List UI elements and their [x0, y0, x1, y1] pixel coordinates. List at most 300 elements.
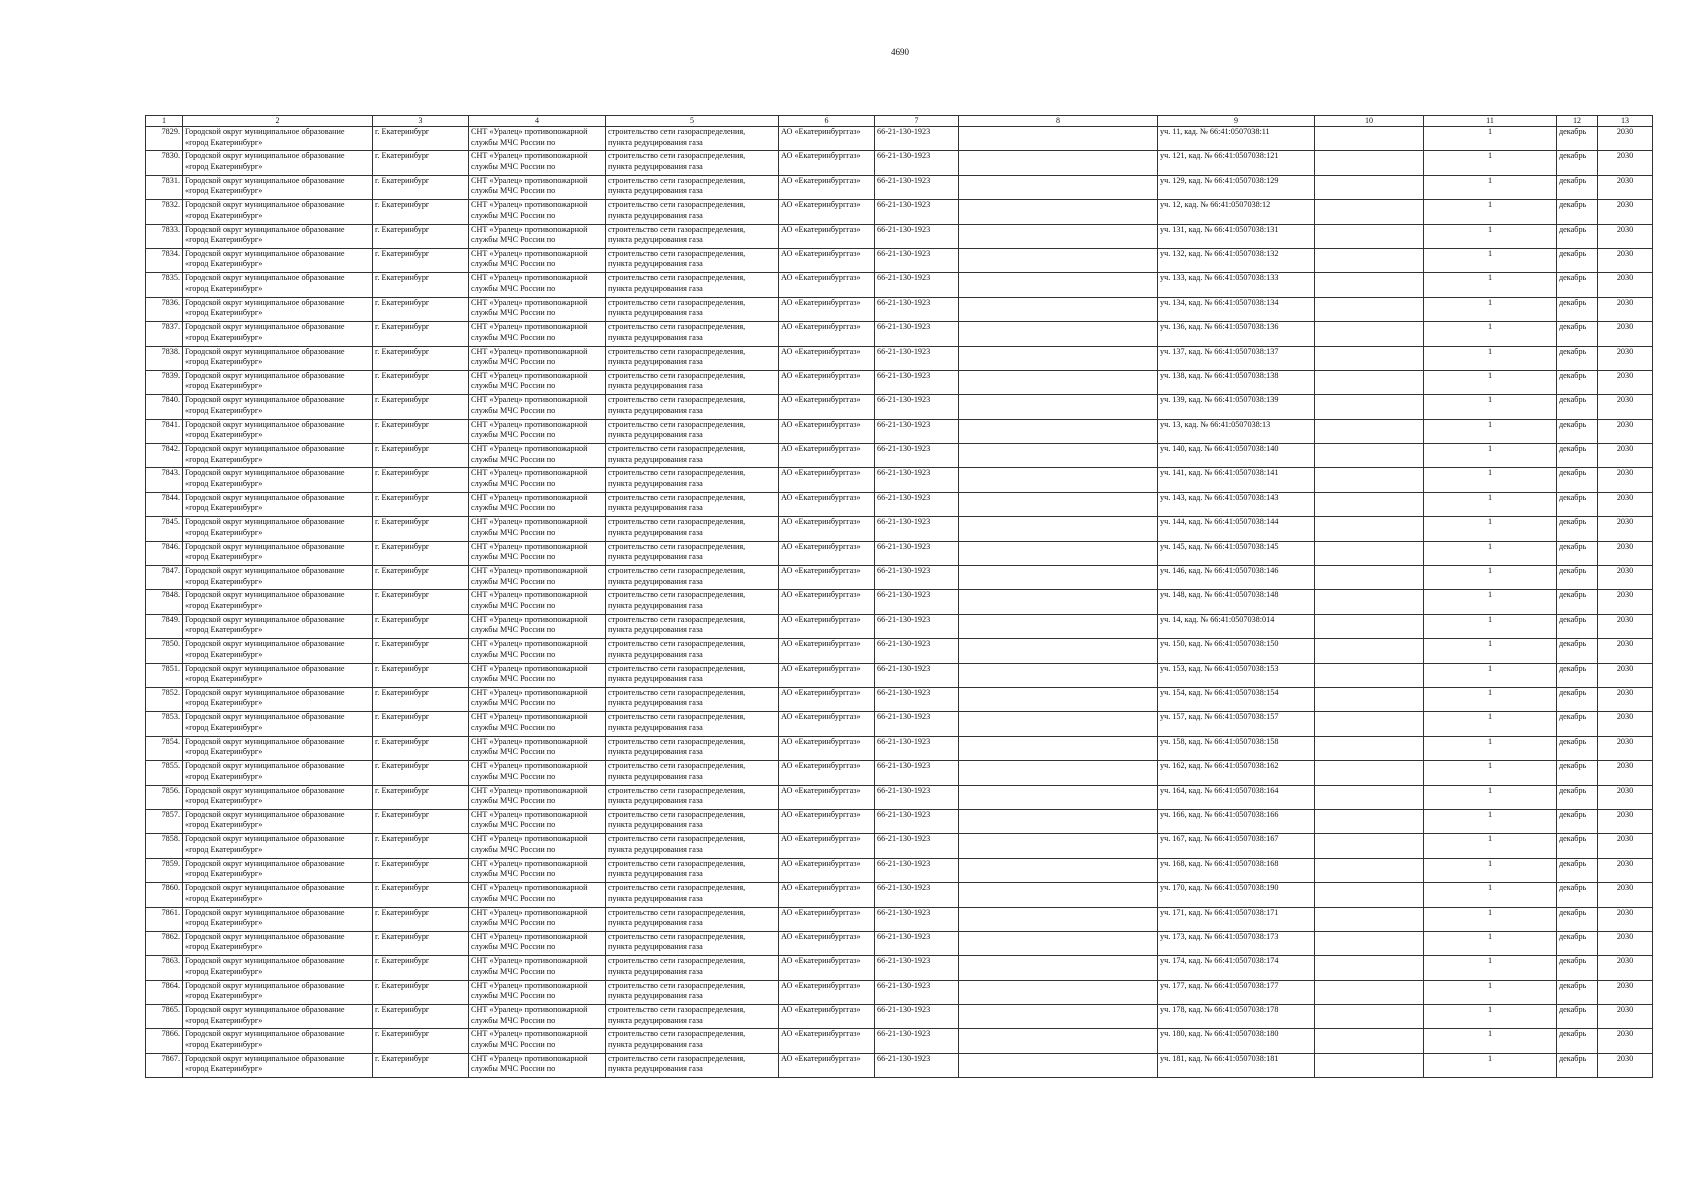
- contract-cell: [875, 346, 959, 370]
- empty-cell: [959, 541, 1158, 565]
- activity-cell: [606, 590, 779, 614]
- organization-cell: [779, 200, 875, 224]
- month-cell-text: декабрь: [1559, 639, 1587, 649]
- organization-cell-text: АО «Екатеринбурггаз»: [781, 761, 861, 771]
- municipality-cell: [183, 566, 373, 590]
- row-number-cell: [146, 736, 183, 760]
- activity-cell: [606, 224, 779, 248]
- activity-cell: [606, 785, 779, 809]
- organization-cell: [779, 785, 875, 809]
- row-number-cell: [146, 1005, 183, 1029]
- row-number-cell: [146, 639, 183, 663]
- count-cell-text: 1: [1487, 590, 1493, 600]
- territory-cell-text: службы МЧС России по: [471, 235, 556, 245]
- plot-cell: [1158, 322, 1315, 346]
- contract-cell-text: 66-21-130-1923: [877, 175, 931, 185]
- locality-cell-text: г. Екатеринбург: [375, 907, 430, 917]
- activity-cell-text: строительство сети газораспределения,: [608, 370, 746, 380]
- plot-cell: [1158, 346, 1315, 370]
- table-row: [146, 883, 1653, 907]
- row-number-cell: [146, 395, 183, 419]
- table-row: [146, 956, 1653, 980]
- month-cell-text: декабрь: [1559, 297, 1587, 307]
- empty-cell: [959, 687, 1158, 711]
- activity-cell-text: строительство сети газораспределения,: [608, 809, 746, 819]
- plot-cell: [1158, 639, 1315, 663]
- plot-cell-text: уч. 174, кад. № 66:41:0507038:174: [1160, 956, 1279, 966]
- locality-cell: [373, 346, 469, 370]
- activity-cell-text: пункта редуцирования газа: [608, 1064, 703, 1074]
- activity-cell-text: пункта редуцирования газа: [608, 552, 703, 562]
- plot-cell: [1158, 614, 1315, 638]
- plot-cell: [1158, 687, 1315, 711]
- organization-cell: [779, 809, 875, 833]
- month-cell: [1557, 224, 1598, 248]
- activity-cell: [606, 322, 779, 346]
- contract-cell-text: 66-21-130-1923: [877, 346, 931, 356]
- municipality-cell: [183, 273, 373, 297]
- locality-cell: [373, 858, 469, 882]
- organization-cell-text: АО «Екатеринбурггаз»: [781, 907, 861, 917]
- month-cell: [1557, 127, 1598, 151]
- row-number-cell: [146, 687, 183, 711]
- activity-cell-text: строительство сети газораспределения,: [608, 346, 746, 356]
- municipality-cell-text: «город Екатеринбург»: [185, 991, 263, 1001]
- count-cell: [1424, 395, 1557, 419]
- empty-cell: [1315, 444, 1424, 468]
- row-number-cell: [146, 248, 183, 272]
- year-cell: [1598, 273, 1653, 297]
- empty-cell: [1315, 858, 1424, 882]
- empty-cell: [1315, 1053, 1424, 1077]
- organization-cell-text: АО «Екатеринбурггаз»: [781, 127, 861, 136]
- contract-cell: [875, 1053, 959, 1077]
- municipality-cell-text: «город Екатеринбург»: [185, 430, 263, 440]
- column-header: 1: [146, 116, 183, 127]
- organization-cell-text: АО «Екатеринбурггаз»: [781, 590, 861, 600]
- year-cell: [1598, 151, 1653, 175]
- activity-cell-text: пункта редуцирования газа: [608, 698, 703, 708]
- territory-cell-text: службы МЧС России по: [471, 1039, 556, 1049]
- plot-cell: [1158, 200, 1315, 224]
- empty-cell: [959, 761, 1158, 785]
- table-row: [146, 809, 1653, 833]
- activity-cell-text: строительство сети газораспределения,: [608, 663, 746, 673]
- empty-cell: [1315, 346, 1424, 370]
- contract-cell-text: 66-21-130-1923: [877, 468, 931, 478]
- count-cell: [1424, 492, 1557, 516]
- contract-cell: [875, 517, 959, 541]
- activity-cell-text: строительство сети газораспределения,: [608, 761, 746, 771]
- territory-cell-text: СНТ «Уралец» противопожарной: [471, 248, 588, 258]
- month-cell: [1557, 736, 1598, 760]
- territory-cell-text: службы МЧС России по: [471, 308, 556, 318]
- row-number-cell: [146, 468, 183, 492]
- territory-cell: [469, 761, 606, 785]
- activity-cell-text: строительство сети газораспределения,: [608, 736, 746, 746]
- territory-cell: [469, 809, 606, 833]
- year-cell: [1598, 639, 1653, 663]
- empty-cell: [1315, 980, 1424, 1004]
- count-cell-text: 1: [1487, 1005, 1493, 1015]
- row-number-cell-text: 7839.: [161, 370, 180, 380]
- locality-cell: [373, 931, 469, 955]
- contract-cell: [875, 956, 959, 980]
- activity-cell: [606, 907, 779, 931]
- municipality-cell: [183, 712, 373, 736]
- month-cell: [1557, 614, 1598, 638]
- organization-cell: [779, 931, 875, 955]
- month-cell: [1557, 956, 1598, 980]
- activity-cell-text: пункта редуцирования газа: [608, 259, 703, 269]
- activity-cell-text: пункта редуцирования газа: [608, 186, 703, 196]
- territory-cell-text: СНТ «Уралец» противопожарной: [471, 200, 588, 210]
- month-cell: [1557, 468, 1598, 492]
- activity-cell-text: пункта редуцирования газа: [608, 381, 703, 391]
- month-cell: [1557, 419, 1598, 443]
- territory-cell: [469, 175, 606, 199]
- count-cell: [1424, 1005, 1557, 1029]
- contract-cell: [875, 663, 959, 687]
- contract-cell: [875, 980, 959, 1004]
- activity-cell: [606, 858, 779, 882]
- count-cell: [1424, 956, 1557, 980]
- plot-cell: [1158, 663, 1315, 687]
- count-cell: [1424, 1053, 1557, 1077]
- count-cell-text: 1: [1487, 395, 1493, 405]
- empty-cell: [1315, 151, 1424, 175]
- month-cell-text: декабрь: [1559, 980, 1587, 990]
- territory-cell: [469, 273, 606, 297]
- municipality-cell-text: Городской округ муниципальное образование: [185, 1053, 345, 1063]
- plot-cell: [1158, 468, 1315, 492]
- table-row: [146, 785, 1653, 809]
- row-number-cell-text: 7850.: [161, 639, 180, 649]
- municipality-cell: [183, 785, 373, 809]
- municipality-cell-text: Городской округ муниципальное образование: [185, 639, 345, 649]
- activity-cell-text: строительство сети газораспределения,: [608, 200, 746, 210]
- plot-cell: [1158, 151, 1315, 175]
- organization-cell: [779, 980, 875, 1004]
- activity-cell-text: строительство сети газораспределения,: [608, 1005, 746, 1015]
- count-cell-text: 1: [1487, 687, 1493, 697]
- month-cell: [1557, 541, 1598, 565]
- municipality-cell-text: «город Екатеринбург»: [185, 308, 263, 318]
- locality-cell-text: г. Екатеринбург: [375, 468, 430, 478]
- month-cell-text: декабрь: [1559, 761, 1587, 771]
- activity-cell-text: пункта редуцирования газа: [608, 722, 703, 732]
- activity-cell-text: пункта редуцирования газа: [608, 161, 703, 171]
- contract-cell: [875, 419, 959, 443]
- month-cell-text: декабрь: [1559, 785, 1587, 795]
- territory-cell-text: службы МЧС России по: [471, 186, 556, 196]
- territory-cell: [469, 736, 606, 760]
- territory-cell-text: СНТ «Уралец» противопожарной: [471, 273, 588, 283]
- year-cell: [1598, 663, 1653, 687]
- row-number-cell-text: 7843.: [161, 468, 180, 478]
- territory-cell-text: СНТ «Уралец» противопожарной: [471, 736, 588, 746]
- activity-cell-text: пункта редуцирования газа: [608, 1015, 703, 1025]
- empty-cell: [1315, 541, 1424, 565]
- territory-cell-text: службы МЧС России по: [471, 844, 556, 854]
- locality-cell-text: г. Екатеринбург: [375, 809, 430, 819]
- activity-cell: [606, 297, 779, 321]
- activity-cell-text: строительство сети газораспределения,: [608, 639, 746, 649]
- municipality-cell: [183, 834, 373, 858]
- territory-cell-text: СНТ «Уралец» противопожарной: [471, 444, 588, 454]
- territory-cell-text: службы МЧС России по: [471, 942, 556, 952]
- activity-cell: [606, 541, 779, 565]
- territory-cell-text: службы МЧС России по: [471, 747, 556, 757]
- municipality-cell-text: «город Екатеринбург»: [185, 600, 263, 610]
- plot-cell-text: уч. 132, кад. № 66:41:0507038:132: [1160, 248, 1279, 258]
- activity-cell-text: строительство сети газораспределения,: [608, 541, 746, 551]
- municipality-cell: [183, 907, 373, 931]
- year-cell: [1598, 248, 1653, 272]
- year-cell-text: 2030: [1616, 736, 1634, 746]
- empty-cell: [1315, 663, 1424, 687]
- empty-cell: [1315, 834, 1424, 858]
- month-cell-text: декабрь: [1559, 322, 1587, 332]
- row-number-cell: [146, 322, 183, 346]
- count-cell: [1424, 297, 1557, 321]
- row-number-cell: [146, 273, 183, 297]
- plot-cell-text: уч. 11, кад. № 66:41:0507038:11: [1160, 127, 1270, 136]
- row-number-cell-text: 7864.: [161, 980, 180, 990]
- activity-cell-text: пункта редуцирования газа: [608, 771, 703, 781]
- month-cell-text: декабрь: [1559, 175, 1587, 185]
- activity-cell-text: пункта редуцирования газа: [608, 137, 703, 147]
- row-number-cell-text: 7829.: [161, 127, 180, 136]
- month-cell-text: декабрь: [1559, 151, 1587, 161]
- plot-cell-text: уч. 171, кад. № 66:41:0507038:171: [1160, 907, 1279, 917]
- count-cell-text: 1: [1487, 712, 1493, 722]
- table-row: [146, 492, 1653, 516]
- contract-cell-text: 66-21-130-1923: [877, 858, 931, 868]
- contract-cell-text: 66-21-130-1923: [877, 907, 931, 917]
- territory-cell: [469, 419, 606, 443]
- municipality-cell-text: Городской округ муниципальное образование: [185, 590, 345, 600]
- organization-cell-text: АО «Екатеринбурггаз»: [781, 541, 861, 551]
- row-number-cell: [146, 590, 183, 614]
- municipality-cell-text: Городской округ муниципальное образование: [185, 1029, 345, 1039]
- contract-cell: [875, 858, 959, 882]
- municipality-cell-text: «город Екатеринбург»: [185, 552, 263, 562]
- municipality-cell: [183, 395, 373, 419]
- count-cell: [1424, 541, 1557, 565]
- organization-cell: [779, 883, 875, 907]
- locality-cell-text: г. Екатеринбург: [375, 346, 430, 356]
- month-cell-text: декабрь: [1559, 273, 1587, 283]
- territory-cell-text: службы МЧС России по: [471, 820, 556, 830]
- plot-cell: [1158, 761, 1315, 785]
- row-number-cell-text: 7858.: [161, 834, 180, 844]
- month-cell-text: декабрь: [1559, 127, 1587, 136]
- territory-cell-text: СНТ «Уралец» противопожарной: [471, 468, 588, 478]
- plot-cell: [1158, 1005, 1315, 1029]
- organization-cell-text: АО «Екатеринбурггаз»: [781, 883, 861, 893]
- territory-cell: [469, 1053, 606, 1077]
- activity-cell-text: пункта редуцирования газа: [608, 918, 703, 927]
- table-row: [146, 907, 1653, 931]
- contract-cell-text: 66-21-130-1923: [877, 1053, 931, 1063]
- empty-cell: [959, 931, 1158, 955]
- organization-cell-text: АО «Екатеринбурггаз»: [781, 468, 861, 478]
- locality-cell-text: г. Екатеринбург: [375, 736, 430, 746]
- year-cell: [1598, 346, 1653, 370]
- empty-cell: [959, 175, 1158, 199]
- organization-cell: [779, 614, 875, 638]
- municipality-cell-text: «город Екатеринбург»: [185, 625, 263, 635]
- activity-cell: [606, 468, 779, 492]
- month-cell-text: декабрь: [1559, 419, 1587, 429]
- count-cell: [1424, 590, 1557, 614]
- organization-cell: [779, 663, 875, 687]
- year-cell-text: 2030: [1616, 273, 1634, 283]
- count-cell-text: 1: [1487, 1029, 1493, 1039]
- row-number-cell-text: 7830.: [161, 151, 180, 161]
- count-cell-text: 1: [1487, 346, 1493, 356]
- month-cell: [1557, 444, 1598, 468]
- locality-cell: [373, 1005, 469, 1029]
- territory-cell-text: СНТ «Уралец» противопожарной: [471, 1053, 588, 1063]
- contract-cell-text: 66-21-130-1923: [877, 395, 931, 405]
- registry-table: [145, 115, 1653, 1078]
- organization-cell-text: АО «Екатеринбурггаз»: [781, 297, 861, 307]
- month-cell: [1557, 809, 1598, 833]
- locality-cell: [373, 248, 469, 272]
- territory-cell-text: СНТ «Уралец» противопожарной: [471, 1005, 588, 1015]
- count-cell: [1424, 980, 1557, 1004]
- activity-cell: [606, 419, 779, 443]
- empty-cell: [959, 468, 1158, 492]
- activity-cell-text: строительство сети газораспределения,: [608, 492, 746, 502]
- empty-cell: [959, 370, 1158, 394]
- locality-cell-text: г. Екатеринбург: [375, 517, 430, 527]
- municipality-cell-text: «город Екатеринбург»: [185, 137, 263, 147]
- contract-cell: [875, 687, 959, 711]
- organization-cell-text: АО «Екатеринбурггаз»: [781, 346, 861, 356]
- row-number-cell-text: 7856.: [161, 785, 180, 795]
- row-number-cell-text: 7831.: [161, 175, 180, 185]
- count-cell-text: 1: [1487, 883, 1493, 893]
- column-header: 13: [1598, 116, 1653, 127]
- organization-cell-text: АО «Екатеринбурггаз»: [781, 980, 861, 990]
- plot-cell-text: уч. 131, кад. № 66:41:0507038:131: [1160, 224, 1279, 234]
- territory-cell-text: СНТ «Уралец» противопожарной: [471, 346, 588, 356]
- empty-cell: [959, 907, 1158, 931]
- month-cell: [1557, 761, 1598, 785]
- organization-cell-text: АО «Екатеринбурггаз»: [781, 517, 861, 527]
- count-cell: [1424, 273, 1557, 297]
- territory-cell-text: службы МЧС России по: [471, 161, 556, 171]
- locality-cell-text: г. Екатеринбург: [375, 127, 430, 136]
- row-number-cell-text: 7855.: [161, 761, 180, 771]
- column-header: 12: [1557, 116, 1598, 127]
- territory-cell: [469, 931, 606, 955]
- row-number-cell: [146, 1053, 183, 1077]
- municipality-cell-text: «город Екатеринбург»: [185, 820, 263, 830]
- activity-cell-text: строительство сети газораспределения,: [608, 395, 746, 405]
- plot-cell-text: уч. 157, кад. № 66:41:0507038:157: [1160, 712, 1279, 722]
- empty-cell: [959, 395, 1158, 419]
- locality-cell-text: г. Екатеринбург: [375, 1005, 430, 1015]
- month-cell: [1557, 273, 1598, 297]
- activity-cell-text: строительство сети газораспределения,: [608, 883, 746, 893]
- locality-cell-text: г. Екатеринбург: [375, 224, 430, 234]
- month-cell: [1557, 322, 1598, 346]
- table-row: [146, 834, 1653, 858]
- month-cell-text: декабрь: [1559, 200, 1587, 210]
- contract-cell: [875, 614, 959, 638]
- row-number-cell: [146, 517, 183, 541]
- activity-cell-text: пункта редуцирования газа: [608, 332, 703, 342]
- year-cell-text: 2030: [1616, 248, 1634, 258]
- count-cell: [1424, 175, 1557, 199]
- year-cell-text: 2030: [1616, 590, 1634, 600]
- locality-cell-text: г. Екатеринбург: [375, 566, 430, 576]
- territory-cell: [469, 639, 606, 663]
- month-cell-text: декабрь: [1559, 736, 1587, 746]
- organization-cell: [779, 858, 875, 882]
- empty-cell: [959, 297, 1158, 321]
- empty-cell: [959, 834, 1158, 858]
- municipality-cell-text: Городской округ муниципальное образование: [185, 931, 345, 941]
- contract-cell: [875, 151, 959, 175]
- activity-cell: [606, 566, 779, 590]
- contract-cell-text: 66-21-130-1923: [877, 419, 931, 429]
- municipality-cell: [183, 248, 373, 272]
- year-cell: [1598, 224, 1653, 248]
- activity-cell: [606, 346, 779, 370]
- territory-cell-text: службы МЧС России по: [471, 991, 556, 1001]
- count-cell-text: 1: [1487, 785, 1493, 795]
- organization-cell-text: АО «Екатеринбурггаз»: [781, 566, 861, 576]
- plot-cell-text: уч. 136, кад. № 66:41:0507038:136: [1160, 322, 1279, 332]
- locality-cell: [373, 614, 469, 638]
- activity-cell: [606, 395, 779, 419]
- activity-cell: [606, 370, 779, 394]
- plot-cell-text: уч. 14, кад. № 66:41:0507038:014: [1160, 614, 1275, 624]
- year-cell-text: 2030: [1616, 712, 1634, 722]
- activity-cell-text: пункта редуцирования газа: [608, 405, 703, 415]
- count-cell: [1424, 736, 1557, 760]
- organization-cell: [779, 419, 875, 443]
- empty-cell: [1315, 492, 1424, 516]
- activity-cell-text: строительство сети газораспределения,: [608, 248, 746, 258]
- activity-cell-text: пункта редуцирования газа: [608, 942, 703, 952]
- locality-cell: [373, 1053, 469, 1077]
- activity-cell-text: пункта редуцирования газа: [608, 1039, 703, 1049]
- table-row: [146, 468, 1653, 492]
- count-cell-text: 1: [1487, 834, 1493, 844]
- territory-cell: [469, 517, 606, 541]
- municipality-cell-text: Городской округ муниципальное образование: [185, 273, 345, 283]
- count-cell-text: 1: [1487, 639, 1493, 649]
- activity-cell-text: пункта редуцирования газа: [608, 503, 703, 513]
- municipality-cell-text: Городской округ муниципальное образование: [185, 346, 345, 356]
- activity-cell-text: строительство сети газораспределения,: [608, 444, 746, 454]
- municipality-cell: [183, 663, 373, 687]
- municipality-cell-text: «город Екатеринбург»: [185, 503, 263, 513]
- territory-cell: [469, 224, 606, 248]
- year-cell-text: 2030: [1616, 956, 1634, 966]
- table-row: [146, 175, 1653, 199]
- row-number-cell-text: 7862.: [161, 931, 180, 941]
- organization-cell-text: АО «Екатеринбурггаз»: [781, 1005, 861, 1015]
- year-cell: [1598, 492, 1653, 516]
- month-cell: [1557, 248, 1598, 272]
